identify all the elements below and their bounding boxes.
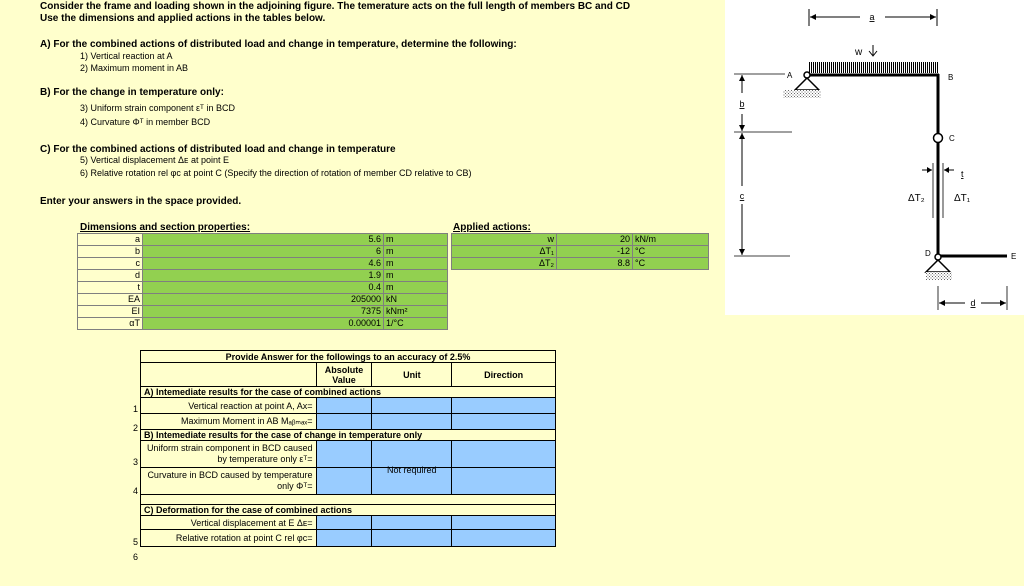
row-number: 6 (133, 552, 139, 562)
frame-figure (725, 0, 1024, 315)
dim-unit: m (384, 258, 448, 270)
column-direction: Direction (452, 363, 556, 387)
dim-unit: m (384, 246, 448, 258)
ground-d (926, 272, 952, 280)
dim-unit: m (384, 270, 448, 282)
row-number: 2 (133, 423, 139, 433)
question-3: 3) Uniform strain component εᵀ in BCD (80, 103, 235, 113)
part-b-title: B) For the change in temperature only: (40, 87, 224, 98)
section-a-header: A) Intemediate results for the case of combined actions (141, 387, 556, 398)
intro-line-2: Use the dimensions and applied actions in the tables below. (40, 13, 326, 24)
row-number: 1 (133, 404, 139, 414)
dim-c-label: c (739, 191, 745, 201)
ground-a (783, 90, 821, 98)
dim-value[interactable]: 1.9 (143, 270, 384, 282)
dim-label: t (78, 282, 143, 294)
node-a-label: A (787, 71, 793, 80)
answer-label: Curvature in BCD caused by temperature only Φᵀ= (141, 468, 317, 495)
row-number: 3 (133, 457, 139, 467)
pin-support-a (795, 78, 819, 90)
actions-table (451, 233, 709, 270)
dim-value[interactable]: 7375 (143, 306, 384, 318)
answer-value-input-4[interactable] (316, 468, 372, 495)
answer-direction-input-6[interactable] (452, 530, 556, 547)
part-c-title: C) For the combined actions of distributed load and change in temperature (40, 144, 396, 155)
delta-t2-label: ΔT₂ (908, 193, 925, 204)
answer-unit-input-1[interactable] (372, 398, 452, 414)
action-value[interactable]: -12 (557, 246, 633, 258)
answer-direction-input-1[interactable] (452, 398, 556, 414)
answer-direction-input-4[interactable] (452, 468, 556, 495)
dim-d-label: d (970, 298, 976, 308)
dim-label: b (78, 246, 143, 258)
answer-direction-input-3[interactable] (452, 441, 556, 468)
column-unit: Unit (372, 363, 452, 387)
node-e-label: E (1011, 252, 1017, 261)
answer-label: Vertical displacement at E Δᴇ= (141, 516, 317, 530)
action-value[interactable]: 20 (557, 234, 633, 246)
dim-a-label: a (869, 12, 875, 22)
answer-label: Uniform strain component in BCD caused by temperature only εᵀ= (141, 441, 317, 468)
row-number: 5 (133, 537, 139, 547)
answer-value-input-5[interactable] (316, 516, 372, 530)
delta-t1-label: ΔT₁ (954, 193, 971, 204)
pin-support-d (926, 260, 950, 272)
node-c-label: C (949, 134, 955, 143)
action-label: ΔT₁ (452, 246, 557, 258)
answers-title: Provide Answer for the followings to an accuracy of 2.5% (141, 351, 556, 363)
node-d-label: D (925, 249, 931, 258)
dim-label: αT (78, 318, 143, 330)
dim-value[interactable]: 4.6 (143, 258, 384, 270)
dim-value[interactable]: 5.6 (143, 234, 384, 246)
section-c-header: C) Deformation for the case of combined actions (141, 505, 556, 516)
dim-label: a (78, 234, 143, 246)
dim-unit: 1/°C (384, 318, 448, 330)
answer-unit-input-2[interactable] (372, 414, 452, 430)
dim-value[interactable]: 0.4 (143, 282, 384, 294)
action-unit: kN/m (633, 234, 709, 246)
dim-row (78, 318, 448, 330)
dim-unit: kN (384, 294, 448, 306)
dim-value[interactable]: 205000 (143, 294, 384, 306)
row-number: 4 (133, 486, 139, 496)
action-row (452, 246, 709, 258)
answer-value-input-1[interactable] (316, 398, 372, 414)
answer-direction-input-2[interactable] (452, 414, 556, 430)
dim-unit: kNm² (384, 306, 448, 318)
action-row (452, 258, 709, 270)
load-w-label: w (855, 47, 863, 58)
answer-value-input-2[interactable] (316, 414, 372, 430)
dim-unit: m (384, 282, 448, 294)
action-label: ΔT₂ (452, 258, 557, 270)
dim-label: EI (78, 306, 143, 318)
enter-answers-note: Enter your answers in the space provided. (40, 196, 242, 207)
answer-value-input-3[interactable] (316, 441, 372, 468)
dim-value[interactable]: 0.00001 (143, 318, 384, 330)
question-1: 1) Vertical reaction at A (80, 51, 173, 61)
dim-row (78, 306, 448, 318)
dim-row (78, 234, 448, 246)
answer-label: Vertical reaction at point A, Ax= (141, 398, 317, 414)
part-a-title: A) For the combined actions of distributed load and change in temperature, determine the following: (40, 39, 517, 50)
action-value[interactable]: 8.8 (557, 258, 633, 270)
dim-label: c (78, 258, 143, 270)
action-unit: °C (633, 246, 709, 258)
answer-label: Relative rotation at point C rel φc= (141, 530, 317, 547)
answer-label: Maximum Moment in AB Mₐᵦₘₐₓ= (141, 414, 317, 430)
hinge-c (934, 134, 943, 143)
answer-direction-input-5[interactable] (452, 516, 556, 530)
dim-value[interactable]: 6 (143, 246, 384, 258)
header-spacer (141, 363, 317, 387)
action-label: w (452, 234, 557, 246)
column-absolute-value: Absolute Value (316, 363, 372, 387)
dim-unit: m (384, 234, 448, 246)
section-b-header: B) Intemediate results for the case of change in temperature only (141, 430, 556, 441)
spacer-row (141, 495, 556, 505)
action-unit: °C (633, 258, 709, 270)
node-b-label: B (948, 73, 954, 82)
dim-row (78, 294, 448, 306)
dim-row (78, 270, 448, 282)
intro-line-1: Consider the frame and loading shown in the adjoining figure. The temerature acts on the full length of members BC and CD (40, 1, 631, 12)
frame-diagram (725, 0, 1024, 315)
question-4: 4) Curvature Φᵀ in member BCD (80, 117, 211, 127)
not-required-note: Not required (387, 465, 437, 475)
answer-unit-input-5[interactable] (372, 516, 452, 530)
dim-row (78, 246, 448, 258)
question-2: 2) Maximum moment in AB (80, 63, 189, 73)
dim-b-label: b (739, 99, 745, 109)
dim-row (78, 282, 448, 294)
question-6: 6) Relative rotation rel φc at point C (Specify the direction of rotation of member CD relative to CB) (80, 168, 472, 178)
answer-value-input-6[interactable] (316, 530, 372, 547)
distributed-load (809, 62, 939, 73)
action-row (452, 234, 709, 246)
dimensions-table (77, 233, 448, 330)
dim-t-label: t (961, 169, 964, 179)
answer-unit-input-6[interactable] (372, 530, 452, 547)
answers-table (140, 350, 556, 547)
dimensions-title: Dimensions and section properties: (80, 222, 251, 233)
dim-label: d (78, 270, 143, 282)
dim-label: EA (78, 294, 143, 306)
answer-unit-input-3[interactable] (372, 441, 452, 468)
actions-title: Applied actions: (453, 222, 531, 233)
dim-row (78, 258, 448, 270)
question-5: 5) Vertical displacement Δᴇ at point E (80, 155, 229, 165)
